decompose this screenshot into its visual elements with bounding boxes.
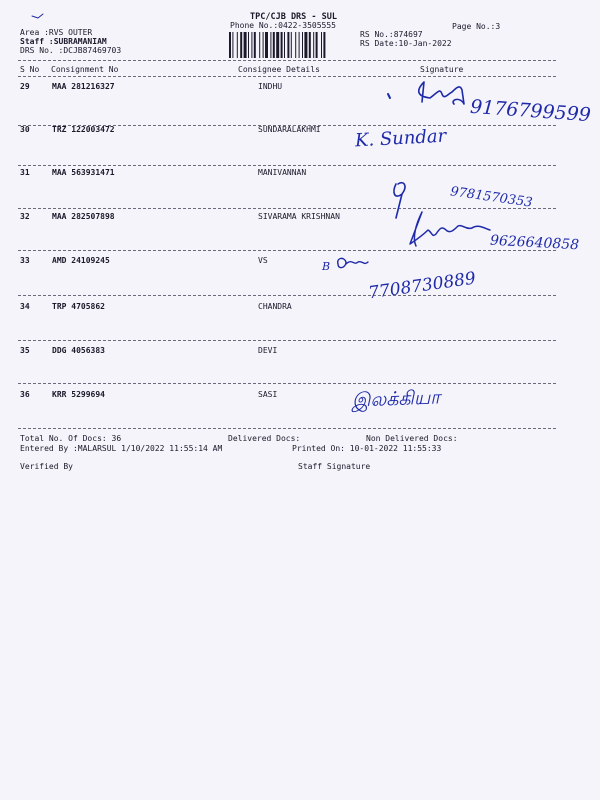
col-header-sno: S No [20, 65, 40, 74]
row-divider [18, 428, 556, 429]
verified-by: Verified By [20, 462, 73, 471]
barcode [229, 32, 351, 58]
barcode-bar [309, 32, 311, 58]
row-sno: 35 [20, 346, 30, 355]
handwritten-initial-33: B [322, 260, 331, 273]
row-sno: 34 [20, 302, 30, 311]
barcode-bar [291, 32, 292, 58]
non-delivered-docs: Non Delivered Docs: [366, 434, 458, 443]
barcode-bar [281, 32, 283, 58]
barcode-bar [263, 32, 264, 58]
col-header-signature: Signature [420, 65, 464, 74]
row-consignee: DEVI [258, 346, 278, 355]
row-divider [18, 295, 556, 296]
printed-on: Printed On: 10-01-2022 11:55:33 [292, 444, 442, 453]
barcode-bar [316, 32, 318, 58]
row-consignment: AMD 24109245 [52, 256, 110, 265]
barcode-bar [254, 32, 256, 58]
row-sno: 32 [20, 212, 30, 221]
row-consignee: SASI [258, 390, 278, 399]
staff-label: Staff :SUBRAMANIAM [20, 37, 107, 46]
rs-number: RS No.:874697 [360, 30, 423, 39]
barcode-bar [273, 32, 275, 58]
row-sno: 31 [20, 168, 30, 177]
barcode-bar [237, 32, 238, 58]
row-sno: 36 [20, 390, 30, 399]
row-divider [18, 165, 556, 166]
row-consignee: SUNDARALAKHMI [258, 125, 321, 134]
entered-by: Entered By :MALARSUL 1/10/2022 11:55:14 AM [20, 444, 223, 453]
row-divider [18, 383, 556, 384]
barcode-bar [244, 32, 247, 58]
row-consignee: INDHU [258, 82, 283, 91]
staff-signature: Staff Signature [298, 462, 371, 471]
handwritten-name-30: K. Sundar [354, 125, 447, 152]
barcode-bar [287, 32, 289, 58]
barcode-bar [265, 32, 268, 58]
row-consignment: TRP 4705862 [52, 302, 105, 311]
handwritten-phone-33: 7708730889 [367, 268, 478, 304]
row-consignee: VS [258, 256, 268, 265]
barcode-bar [240, 32, 242, 58]
handwritten-tamil-36: இலக்கியா [351, 386, 441, 412]
row-consignment: TRZ 122003472 [52, 125, 115, 134]
barcode-bar [284, 32, 285, 58]
corner-mark-icon [30, 12, 46, 22]
barcode-bar [270, 32, 271, 58]
handwritten-phone-29: 9176799599 [469, 95, 592, 127]
barcode-bar [295, 32, 296, 58]
row-sno: 30 [20, 125, 30, 134]
signature-scrawl-33 [334, 254, 374, 274]
row-consignment: DDG 4056383 [52, 346, 105, 355]
row-consignment: KRR 5299694 [52, 390, 105, 399]
row-consignee: SIVARAMA KRISHNAN [258, 212, 340, 221]
row-consignee: MANIVANNAN [258, 168, 307, 177]
barcode-bar [302, 32, 303, 58]
rs-date: RS Date:10-Jan-2022 [360, 39, 452, 48]
barcode-bar [299, 32, 300, 58]
header-divider-top [18, 60, 556, 61]
total-docs: Total No. Of Docs: 36 [20, 434, 122, 443]
barcode-bar [248, 32, 249, 58]
row-sno: 33 [20, 256, 30, 265]
drs-number: DRS No. :DCJB87469703 [20, 46, 122, 55]
barcode-bar [304, 32, 307, 58]
delivered-docs: Delivered Docs: [228, 434, 301, 443]
row-consignee: CHANDRA [258, 302, 292, 311]
barcode-bar [321, 32, 322, 58]
barcode-bar [313, 32, 314, 58]
area-label: Area :RVS OUTER [20, 28, 93, 37]
row-sno: 29 [20, 82, 30, 91]
col-header-consignment: Consignment No [51, 65, 119, 74]
barcode-bar [229, 32, 231, 58]
barcode-bar [232, 32, 233, 58]
handwritten-phone-31: 9781570353 [449, 184, 534, 211]
handwritten-phone-32: 9626640858 [489, 232, 580, 254]
phone-number: Phone No.:0422-3505555 [230, 21, 336, 30]
barcode-bar [251, 32, 252, 58]
barcode-bar [259, 32, 260, 58]
report-title: TPC/CJB DRS - SUL [250, 12, 337, 22]
row-consignment: MAA 563931471 [52, 168, 115, 177]
row-consignment: MAA 281216327 [52, 82, 115, 91]
barcode-bar [276, 32, 279, 58]
barcode-bar [323, 32, 325, 58]
page-number: Page No.:3 [452, 22, 501, 31]
col-header-consignee: Consignee Details [238, 65, 320, 74]
row-divider [18, 340, 556, 341]
row-consignment: MAA 282507898 [52, 212, 115, 221]
